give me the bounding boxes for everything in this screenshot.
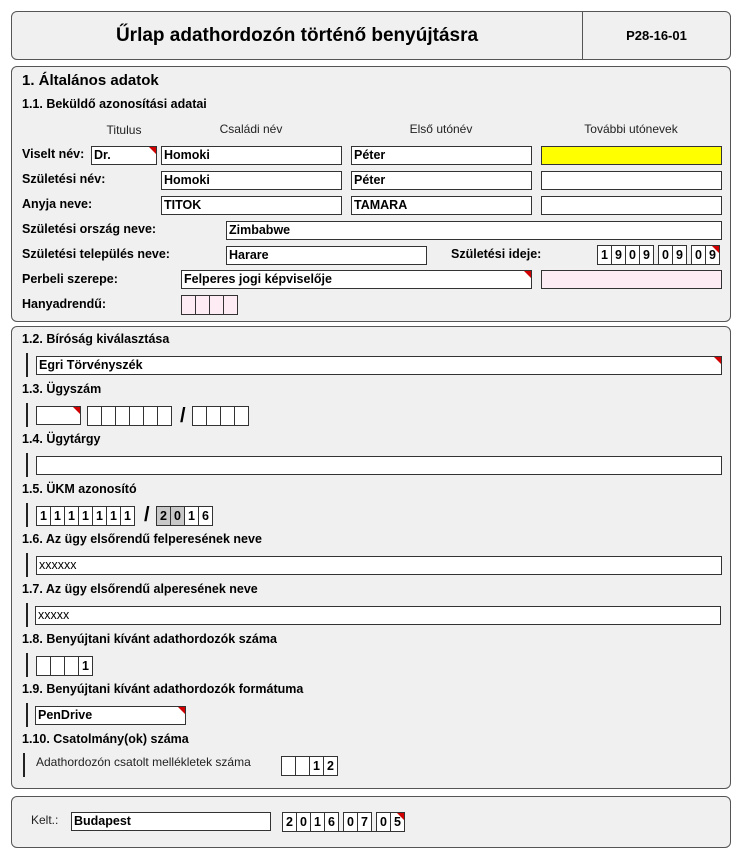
- birth-first-name-input[interactable]: Péter: [351, 171, 532, 190]
- sign-day-digit[interactable]: 5: [390, 812, 405, 832]
- birth-year-digit[interactable]: 9: [611, 245, 626, 265]
- case-number-title: 1.3. Ügyszám: [22, 382, 102, 396]
- order-rank-digit[interactable]: [195, 295, 210, 315]
- sign-month-digit[interactable]: 0: [343, 812, 358, 832]
- order-rank-boxes: [181, 295, 238, 315]
- case-data-section: [11, 326, 731, 789]
- media-count-digit[interactable]: [64, 656, 79, 676]
- order-rank-digit[interactable]: [209, 295, 224, 315]
- litigation-role-extra-input[interactable]: [541, 270, 722, 289]
- indent-bar: [26, 453, 28, 477]
- ukm-digit[interactable]: 1: [106, 506, 121, 526]
- ukm-year-boxes: [156, 506, 213, 526]
- ukm-year-digit[interactable]: 1: [184, 506, 199, 526]
- case-year-digit[interactable]: [234, 406, 249, 426]
- indent-bar: [26, 403, 28, 427]
- birth-year-digit[interactable]: 1: [597, 245, 612, 265]
- birth-day-digit[interactable]: 9: [705, 245, 720, 265]
- birth-name-label: Születési név:: [22, 172, 106, 186]
- ukm-id-title: 1.5. ÜKM azonosító: [22, 482, 137, 496]
- ukm-digit[interactable]: 1: [36, 506, 51, 526]
- form-title: Űrlap adathordozón történő benyújtásra: [115, 25, 479, 46]
- birth-month-digit[interactable]: 0: [658, 245, 673, 265]
- sign-month-digit[interactable]: 7: [357, 812, 372, 832]
- ukm-digit[interactable]: 1: [92, 506, 107, 526]
- order-rank-digit[interactable]: [223, 295, 238, 315]
- indent-bar: [26, 653, 28, 677]
- case-number-digit[interactable]: [157, 406, 172, 426]
- media-count-digit[interactable]: 1: [78, 656, 93, 676]
- birth-country-label: Születési ország neve:: [22, 222, 157, 236]
- indent-bar: [26, 603, 28, 627]
- case-number-digit[interactable]: [87, 406, 102, 426]
- mother-name-label: Anyja neve:: [22, 197, 93, 211]
- sign-year-digit[interactable]: 6: [324, 812, 339, 832]
- mother-first-name-input[interactable]: TAMARA: [351, 196, 532, 215]
- birth-country-input[interactable]: Zimbabwe: [226, 221, 722, 240]
- attachments-count-digit[interactable]: [295, 756, 310, 776]
- sign-day-digit[interactable]: 0: [376, 812, 391, 832]
- column-header-other-names: További utónevek: [584, 122, 678, 136]
- ukm-slash: /: [144, 504, 150, 526]
- ukm-digit[interactable]: 1: [50, 506, 65, 526]
- birth-month-digit[interactable]: 9: [672, 245, 687, 265]
- case-number-digit[interactable]: [101, 406, 116, 426]
- ukm-year-digit: 2: [156, 506, 171, 526]
- current-first-name-input[interactable]: Péter: [351, 146, 532, 165]
- ukm-number-boxes: [36, 506, 135, 526]
- case-year-digit[interactable]: [206, 406, 221, 426]
- birth-day-digit[interactable]: 0: [691, 245, 706, 265]
- case-number-boxes: [87, 406, 172, 426]
- birth-other-names-input[interactable]: [541, 171, 722, 190]
- birth-date-label: Születési ideje:: [451, 247, 542, 261]
- media-count-title: 1.8. Benyújtani kívánt adathordozók száma: [22, 632, 277, 646]
- sign-year-digit[interactable]: 0: [296, 812, 311, 832]
- signature-section: [11, 796, 731, 848]
- case-number-digit[interactable]: [143, 406, 158, 426]
- place-input[interactable]: Budapest: [71, 812, 271, 831]
- attachments-count-boxes: [281, 756, 338, 776]
- birth-year-digit[interactable]: 0: [625, 245, 640, 265]
- current-other-names-input[interactable]: [541, 146, 722, 165]
- case-number-prefix-select[interactable]: [36, 406, 81, 425]
- general-data-section: [11, 66, 731, 322]
- column-header-first-name: Első utónév: [409, 122, 473, 136]
- litigation-role-select[interactable]: Felperes jogi képviselője: [181, 270, 532, 289]
- birth-date-boxes: [597, 245, 720, 265]
- attachments-count-digit[interactable]: 2: [323, 756, 338, 776]
- ukm-year-digit: 0: [170, 506, 185, 526]
- birth-year-digit[interactable]: 9: [639, 245, 654, 265]
- attachments-count-digit[interactable]: [281, 756, 296, 776]
- birth-family-name-input[interactable]: Homoki: [161, 171, 342, 190]
- sign-year-digit[interactable]: 2: [282, 812, 297, 832]
- media-format-select[interactable]: PenDrive: [35, 706, 186, 725]
- attachments-count-digit[interactable]: 1: [309, 756, 324, 776]
- case-number-digit[interactable]: [115, 406, 130, 426]
- indent-bar: [26, 503, 28, 527]
- form-header: [11, 11, 731, 60]
- indent-bar: [26, 703, 28, 727]
- media-count-boxes: [36, 656, 93, 676]
- case-year-boxes: [192, 406, 249, 426]
- media-count-digit[interactable]: [50, 656, 65, 676]
- court-selection-title: 1.2. Bíróság kiválasztása: [22, 332, 170, 346]
- section-title: 1. Általános adatok: [22, 72, 159, 89]
- birth-place-label: Születési település neve:: [22, 247, 170, 261]
- media-count-digit[interactable]: [36, 656, 51, 676]
- attachments-label: Adathordozón csatolt mellékletek száma: [36, 755, 251, 769]
- plaintiff-name-title: 1.6. Az ügy elsőrendű felperesének neve: [22, 532, 262, 546]
- defendant-name-input[interactable]: xxxxx: [35, 606, 721, 625]
- sign-date-boxes: [282, 812, 405, 832]
- title-input[interactable]: Dr.: [91, 146, 157, 165]
- case-number-slash: /: [180, 405, 186, 427]
- mother-other-names-input[interactable]: [541, 196, 722, 215]
- ukm-digit[interactable]: 1: [64, 506, 79, 526]
- indent-bar: [26, 353, 28, 377]
- sign-year-digit[interactable]: 1: [310, 812, 325, 832]
- defendant-name-title: 1.7. Az ügy elsőrendű alperesének neve: [22, 582, 258, 596]
- ukm-digit[interactable]: 1: [78, 506, 93, 526]
- ukm-digit[interactable]: 1: [120, 506, 135, 526]
- birth-place-input[interactable]: Harare: [226, 246, 427, 265]
- order-rank-label: Hanyadrendű:: [22, 297, 107, 311]
- case-year-digit[interactable]: [220, 406, 235, 426]
- litigation-role-label: Perbeli szerepe:: [22, 272, 118, 286]
- ukm-year-digit[interactable]: 6: [198, 506, 213, 526]
- place-label: Kelt.:: [31, 813, 59, 827]
- order-rank-digit[interactable]: [181, 295, 196, 315]
- media-format-title: 1.9. Benyújtani kívánt adathordozók formátuma: [22, 682, 304, 696]
- column-header-titulus: Titulus: [106, 123, 142, 137]
- current-family-name-input[interactable]: Homoki: [161, 146, 342, 165]
- mother-family-name-input[interactable]: TITOK: [161, 196, 342, 215]
- case-subject-input[interactable]: [36, 456, 722, 475]
- indent-bar: [26, 553, 28, 577]
- court-select[interactable]: Egri Törvényszék: [36, 356, 722, 375]
- current-name-label: Viselt név:: [22, 147, 85, 161]
- case-number-digit[interactable]: [129, 406, 144, 426]
- case-subject-title: 1.4. Ügytárgy: [22, 432, 101, 446]
- form-code: P28-16-01: [626, 28, 687, 43]
- column-header-family-name: Családi név: [219, 122, 283, 136]
- attachments-title: 1.10. Csatolmány(ok) száma: [22, 732, 189, 746]
- indent-bar: [23, 753, 25, 777]
- subsection-title: 1.1. Beküldő azonosítási adatai: [22, 97, 207, 111]
- plaintiff-name-input[interactable]: xxxxxx: [36, 556, 722, 575]
- case-year-digit[interactable]: [192, 406, 207, 426]
